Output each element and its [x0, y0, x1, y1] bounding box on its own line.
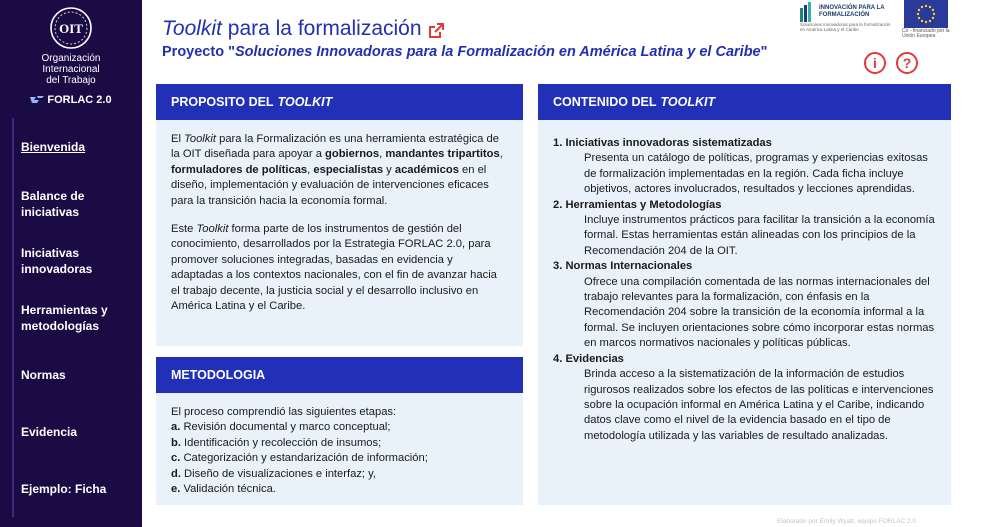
- metodologia-heading: METODOLOGIA: [156, 357, 523, 393]
- sidebar-item-bienvenida[interactable]: [12, 118, 142, 175]
- sidebar-item-label: Iniciativas innovadoras: [21, 245, 93, 276]
- oit-emblem-icon: [49, 6, 93, 50]
- partner-bars-icon: [800, 2, 816, 22]
- contenido-panel: [538, 84, 951, 505]
- sidebar-item-herramientas[interactable]: [12, 289, 142, 346]
- eu-logo: [902, 0, 978, 40]
- forlac-logo: [0, 94, 142, 106]
- sidebar-item-label: Bienvenida: [21, 139, 86, 154]
- eu-caption-line1: Co - financiado por la: [902, 28, 950, 34]
- metodologia-step: e. Validación técnica.: [171, 483, 276, 496]
- oit-logo-text: OIT: [59, 21, 83, 36]
- metodologia-intro: El proceso comprendió las siguientes etapas:: [171, 406, 397, 418]
- page-title: [162, 17, 445, 41]
- partner-name-line2: FORMALIZACIÓN: [819, 12, 870, 18]
- sidebar-item-label: Ejemplo: Ficha: [21, 481, 107, 496]
- sidebar-item-label: Balance de iniciativas: [21, 188, 85, 219]
- sidebar-item-label: Normas: [21, 367, 66, 382]
- info-icon: i: [873, 55, 877, 71]
- contenido-item-desc: Ofrece una compilación comentada de las normas internacionales del trabajo relevantes para la formalización, con énfasis en la Recomendación 204 sobre la transición de la economía informal a la formal. Se incluyen orientaciones sobre cómo incorporar estas normas en marcos normativos nacionales y políticas públicas.: [584, 275, 935, 350]
- proposito-panel: [156, 84, 523, 346]
- contenido-item-desc: Incluye instrumentos prácticos para facilitar la transición a la economía formal. Estas herramientas están alineadas con los principios de la Recomendación 204 de la OIT.: [584, 214, 935, 257]
- contenido-heading: [538, 84, 951, 120]
- sidebar-item-balance[interactable]: [12, 175, 142, 232]
- contenido-heading-italic: TOOLKIT: [660, 95, 716, 109]
- sidebar-item-label: Herramientas y metodologías: [21, 302, 108, 333]
- contenido-item: [553, 259, 935, 351]
- org-name-line2: Internacional: [42, 64, 100, 75]
- org-name-line3: del Trabajo: [46, 75, 96, 86]
- partner-caption: Soluciones innovadoras para la formalización en América Latina y el Caribe: [800, 22, 891, 32]
- sidebar: [0, 0, 142, 527]
- help-icon: ?: [902, 55, 912, 71]
- metodologia-step: d. Diseño de visualizaciones e interfaz; y,: [171, 467, 377, 480]
- eu-flag-icon: [904, 0, 948, 28]
- subtitle-project-name: Soluciones Innovadoras para la Formalización en América Latina y el Caribe: [234, 44, 761, 60]
- contenido-item-desc: Brinda acceso a la sistematización de la información de estudios rigurosos realizados sobre los efectos de las políticas e intervenciones sobre la ocupación informal en América Latina y el Caribe, indicando datos clave como el nivel de la evidencia basado en el tipo de metodología utilizada y las variables de resultado analizadas.: [584, 368, 934, 442]
- metodologia-panel: [156, 357, 523, 505]
- sidebar-item-normas[interactable]: [12, 346, 142, 403]
- org-name-line1: Organización: [41, 53, 101, 64]
- contenido-item-desc: Presenta un catálogo de políticas, programas y experiencias exitosas de formalización implementadas en la región. Cada ficha incluye objetivos, actores involucrados, resultados y lecciones aprendidas.: [584, 152, 928, 196]
- contenido-item-title: 1. Iniciativas innovadoras sistematizadas: [553, 137, 772, 149]
- metodologia-step: b. Identificación y recolección de insumos;: [171, 436, 382, 449]
- contenido-item: [553, 136, 935, 198]
- contenido-item: [553, 198, 935, 260]
- subtitle-prefix: Proyecto ": [162, 44, 235, 60]
- external-link-icon[interactable]: [428, 22, 445, 39]
- metodologia-step: a. Revisión documental y marco conceptual;: [171, 421, 391, 434]
- footer-credit: Elaborado por Emily Wyatt, equipo FORLAC 2.0: [777, 518, 917, 525]
- partner-name-line1: INNOVACIÓN PARA LA: [819, 5, 885, 11]
- contenido-item-title: 2. Herramientas y Metodologías: [553, 198, 722, 211]
- eu-caption-line2: Unión Europea: [902, 33, 936, 39]
- sidebar-nav: [12, 118, 142, 517]
- contenido-item-title: 3. Normas Internacionales: [553, 260, 693, 273]
- proposito-paragraph-1: El Toolkit para la Formalización es una herramienta estratégica de la OIT diseñada para apoyar a gobiernos, mandantes tripartitos, formuladores de políticas, especialistas y académicos en el diseño, implementación y evaluación de intervenciones eficaces para la transición hacia la economía formal.: [171, 133, 503, 207]
- forlac-wing-icon: [30, 95, 44, 105]
- sidebar-item-label: Evidencia: [21, 424, 78, 439]
- proposito-paragraph-2: Este Toolkit forma parte de los instrumentos de gestión del conocimiento, desarrollados por la Estrategia FORLAC 2.0, para promover soluciones integradas, basadas en evidencia y adaptadas a los contextos nacionales, con el fin de avanzar hacia el trabajo decente, la justicia social y el desarrollo inclusivo en América Latina y el Caribe.: [171, 223, 497, 313]
- sidebar-item-iniciativas[interactable]: [12, 232, 142, 289]
- info-button[interactable]: [864, 52, 886, 74]
- proposito-heading-prefix: PROPOSITO DEL: [171, 95, 274, 109]
- contenido-item: [553, 352, 935, 444]
- forlac-label: FORLAC 2.0: [47, 94, 112, 106]
- page-subtitle: [162, 44, 768, 60]
- help-button[interactable]: [896, 52, 918, 74]
- subtitle-suffix: ": [760, 44, 768, 60]
- sidebar-item-evidencia[interactable]: [12, 403, 142, 460]
- sidebar-item-ejemplo-ficha[interactable]: [12, 460, 142, 517]
- oit-logo: [0, 6, 142, 106]
- proposito-heading-italic: TOOLKIT: [277, 95, 333, 109]
- contenido-item-title: 4. Evidencias: [553, 352, 624, 365]
- org-name: [0, 53, 142, 86]
- contenido-heading-prefix: CONTENIDO DEL: [553, 95, 657, 109]
- proposito-heading: [156, 84, 523, 120]
- title-rest: para la formalización: [227, 17, 422, 40]
- title-italic: Toolkit: [162, 17, 222, 40]
- innovacion-formalizacion-logo: [800, 2, 895, 34]
- metodologia-step: c. Categorización y estandarización de información;: [171, 452, 428, 465]
